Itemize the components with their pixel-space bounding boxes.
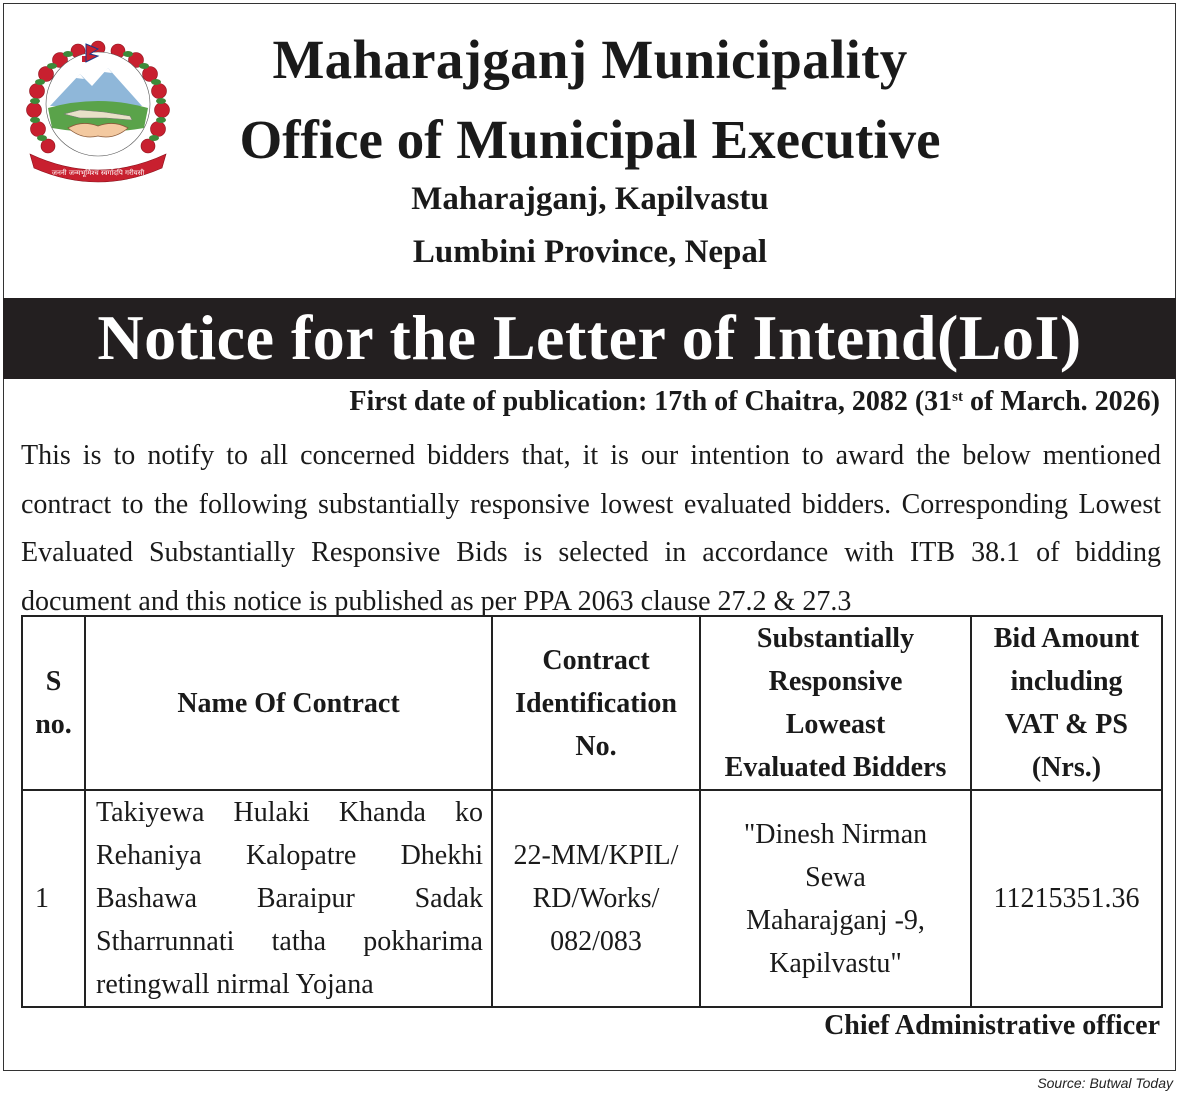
office-name: Office of Municipal Executive: [239, 109, 941, 170]
municipality-name: Maharajganj Municipality: [272, 29, 908, 90]
notice-title-banner: Notice for the Letter of Intend(LoI): [3, 298, 1176, 379]
table-row: [22, 790, 1162, 1007]
cell-contract-id: 22-MM/KPIL/ RD/Works/ 082/083: [492, 790, 700, 1007]
cell-sn: 1: [22, 790, 85, 1007]
address-line-2: Lumbini Province, Nepal: [412, 234, 768, 270]
header-bid-amount: Bid Amount including VAT & PS (Nrs.): [971, 616, 1162, 790]
publication-date: First date of publication: 17th of Chaitra, 2082 (31st of March. 2026): [349, 386, 1160, 417]
cell-bid-amount: 11215351.36: [971, 790, 1162, 1007]
svg-text:जननी जन्मभूमिश्च स्वर्गादपि गर: जननी जन्मभूमिश्च स्वर्गादपि गरीयसी: [51, 169, 145, 177]
header-sn: S no.: [22, 616, 85, 790]
cell-bidder: "Dinesh Nirman Sewa Maharajganj -9, Kapilvastu": [700, 790, 971, 1007]
source-credit: Source: Butwal Today: [1037, 1075, 1173, 1091]
header-contract-name: Name Of Contract: [85, 616, 492, 790]
signatory-title: Chief Administrative officer: [824, 1010, 1160, 1041]
header-contract-id: Contract Identification No.: [492, 616, 700, 790]
table-header-row: [22, 616, 1162, 790]
address-line-1: Maharajganj, Kapilvastu: [411, 181, 769, 217]
notice-body-text: This is to notify to all concerned bidders that, it is our intention to award the below mentioned contract to the following substantially responsive lowest evaluated bidders. Corresponding Lowest Evaluated Substantially Responsive Bids is selected in accordance with ITB 38.1 of bidding document and this notice is published as per PPA 2063 clause 27.2 & 27.3: [21, 440, 1161, 617]
header-bidders: Substantially Responsive Loweast Evaluated Bidders: [700, 616, 971, 790]
contract-award-table: [21, 615, 1163, 1008]
cell-contract-name: Takiyewa Hulaki Khanda ko Rehaniya Kalopatre Dhekhi Bashawa Baraipur Sadak Stharrunnati tatha pokharima retingwall nirmal Yojana: [85, 790, 492, 1007]
